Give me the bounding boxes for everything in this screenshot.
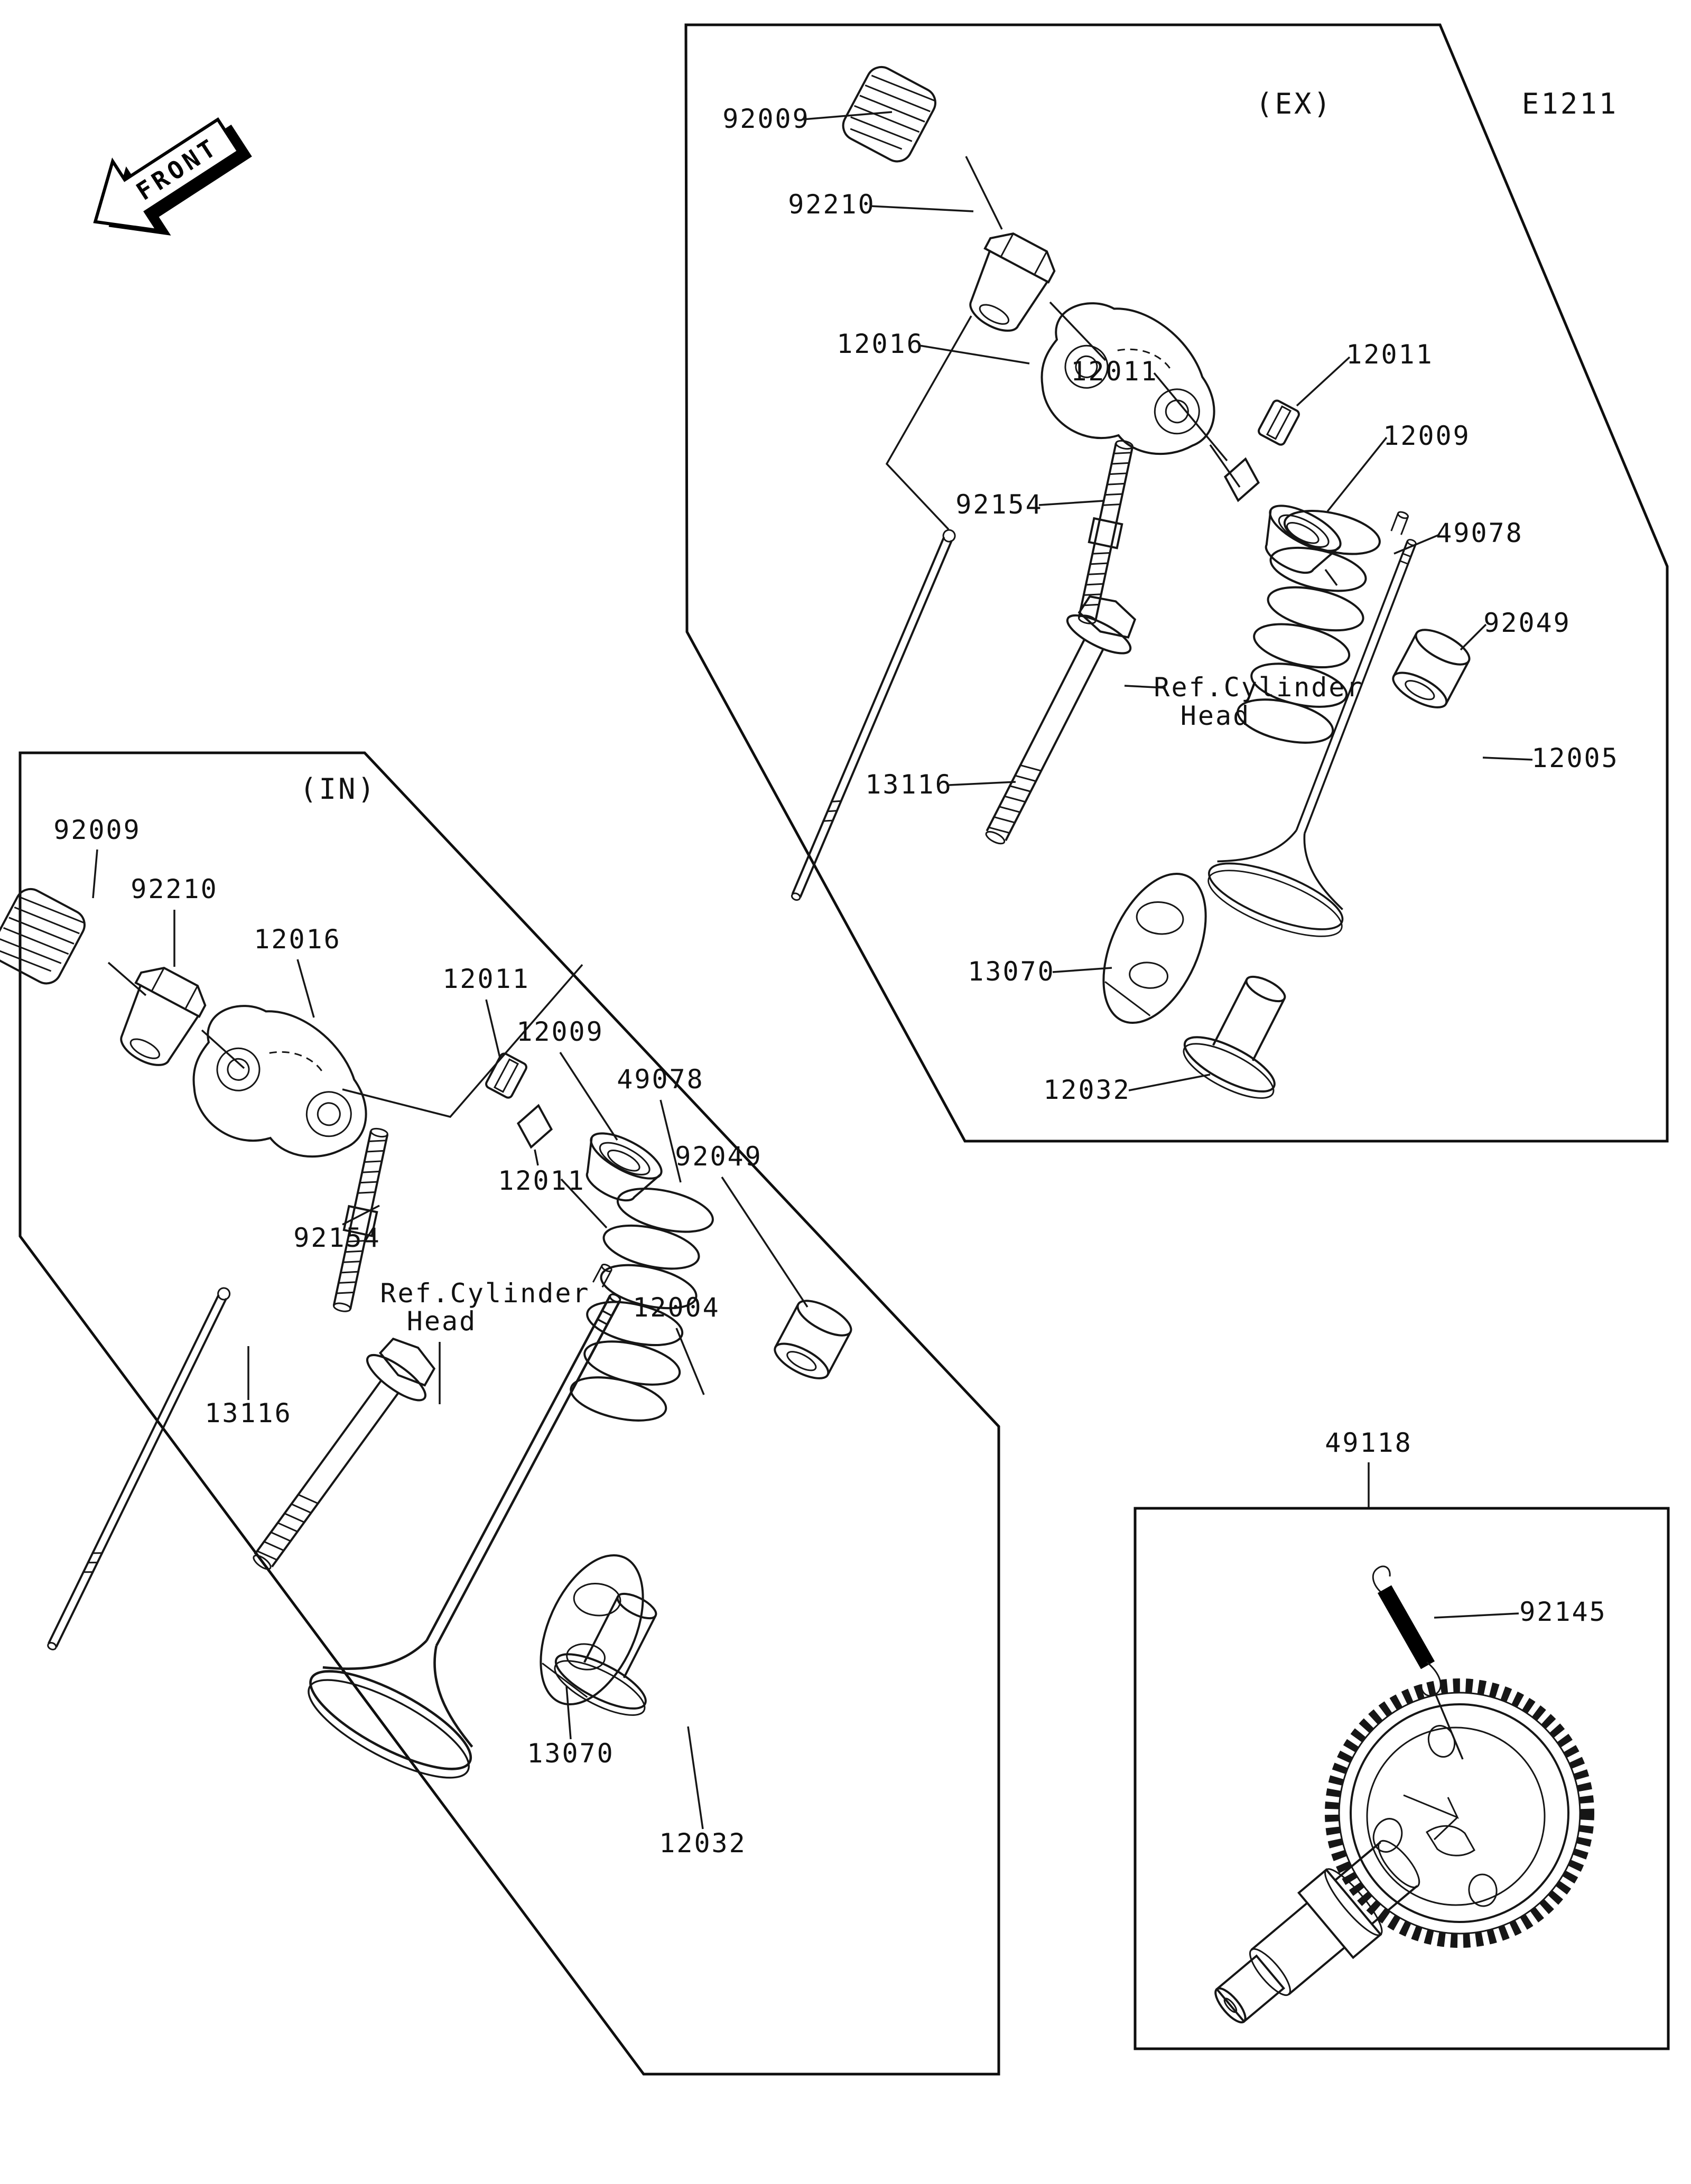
- cam-spring-leader: [1434, 1613, 1519, 1618]
- front-direction-marker: [73, 96, 264, 266]
- ex-stud-92154: [1072, 438, 1139, 626]
- ex-push-rod-13116: [789, 528, 957, 902]
- camshaft-49118: [1197, 1685, 1587, 2043]
- part-label-13070: 13070: [527, 1738, 615, 1769]
- in-pivot-92210: [105, 959, 211, 1075]
- in-adjusting-screw-92009: [0, 884, 90, 988]
- part-label-92009: 92009: [722, 104, 810, 134]
- part-label-13116: 13116: [865, 769, 953, 800]
- part-label-12011: 12011: [442, 964, 530, 994]
- in-keeper-wedge-12011: [515, 1103, 555, 1150]
- ex-axis-line-5: [1325, 570, 1337, 585]
- in-keeper-12011: [485, 1052, 527, 1099]
- ex-head-bolt: [962, 585, 1147, 857]
- in-retainer-12009: [571, 1125, 667, 1213]
- part-label-13070: 13070: [968, 956, 1055, 987]
- part-label-12016: 12016: [837, 329, 924, 359]
- part-label-12032: 12032: [1043, 1075, 1131, 1105]
- part-label-12011: 12011: [1071, 356, 1158, 387]
- ref-cylinder-head-label: Head: [1180, 701, 1251, 731]
- ref-cylinder-head-label: Ref.Cylinder: [1154, 672, 1364, 703]
- page-code: E1211: [1521, 87, 1619, 120]
- part-label-12009: 12009: [1383, 421, 1471, 451]
- part-label-12032: 12032: [659, 1828, 747, 1859]
- part-label-49078: 49078: [617, 1064, 704, 1095]
- ref-cylinder-head-label: Head: [406, 1306, 477, 1337]
- part-label-13116: 13116: [205, 1398, 292, 1429]
- part-label-92210: 92210: [788, 189, 876, 220]
- in-tag: (IN): [299, 772, 377, 806]
- ex-tappet-12032: [1175, 960, 1317, 1108]
- part-label-92210: 92210: [131, 874, 218, 904]
- ex-labels: [722, 104, 1619, 1105]
- part-label-12011: 12011: [1346, 339, 1434, 370]
- in-stem-seal-92049: [770, 1294, 856, 1385]
- ex-valve-tip: [1391, 511, 1409, 535]
- ex-keeper-12011: [1257, 399, 1300, 446]
- ref-cylinder-head-label: Ref.Cylinder: [380, 1278, 590, 1309]
- ex-stem-seal-92049: [1388, 623, 1474, 714]
- camshaft-box: [1135, 1508, 1668, 2049]
- part-label-49078: 49078: [1436, 518, 1523, 548]
- ex-keeper-wedge-12011: [1222, 456, 1262, 503]
- part-label-49118: 49118: [1325, 1427, 1413, 1458]
- in-boundary: [20, 753, 999, 2074]
- part-label-12011: 12011: [498, 1165, 586, 1196]
- in-push-rod-13116: [45, 1286, 231, 1651]
- ex-pivot-92210: [954, 225, 1061, 340]
- part-label-92049: 92049: [675, 1141, 763, 1172]
- ex-axis-line-1: [966, 156, 1002, 229]
- ex-tag: (EX): [1255, 87, 1333, 120]
- part-label-12009: 12009: [516, 1016, 604, 1047]
- part-label-12005: 12005: [1531, 743, 1619, 773]
- in-head-bolt: [231, 1327, 447, 1586]
- part-label-92154: 92154: [293, 1222, 381, 1253]
- part-label-12004: 12004: [633, 1292, 720, 1323]
- part-label-92049: 92049: [1483, 608, 1571, 638]
- in-rocker-arm-12016: [180, 994, 388, 1171]
- ex-axis-line-4: [1210, 445, 1240, 487]
- part-label-92009: 92009: [53, 815, 141, 845]
- part-label-92154: 92154: [955, 489, 1043, 520]
- ex-exhaust-valve-12005: [1199, 515, 1481, 949]
- front-label: FRONT: [131, 132, 224, 206]
- ex-adjusting-screw-92009: [838, 62, 941, 166]
- in-axis-line-1: [108, 963, 146, 995]
- in-labels: [53, 815, 807, 1859]
- ex-guide-plate-13070: [1083, 858, 1227, 1039]
- part-label-92145: 92145: [1519, 1597, 1607, 1627]
- part-label-12016: 12016: [254, 924, 341, 955]
- ex-axis-line-2: [1050, 302, 1105, 360]
